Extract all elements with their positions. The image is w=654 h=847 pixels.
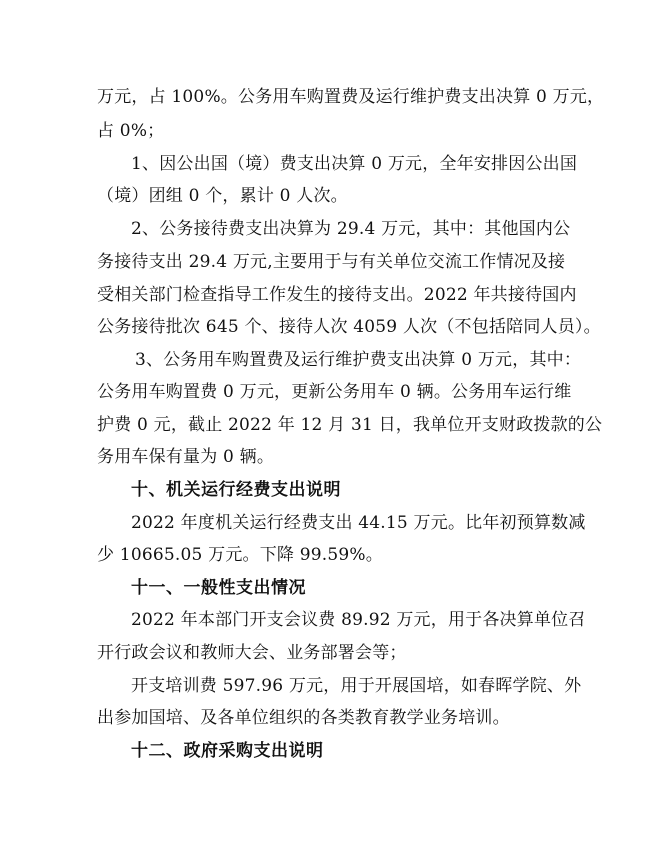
- paragraph-line: 少 10665.05 万元。下降 99.59%。: [97, 545, 383, 565]
- paragraph-line: 公务接待批次 645 个、接待人次 4059 人次（不包括陪同人员）。: [97, 317, 601, 337]
- paragraph-line: 受相关部门检查指导工作发生的接待支出。2022 年共接待国内: [97, 285, 577, 305]
- paragraph-line: 务接待支出 29.4 万元,主要用于与有关单位交流工作情况及接: [97, 252, 566, 272]
- paragraph-line: 2022 年本部门开支会议费 89.92 万元，用于各决算单位召: [131, 610, 586, 630]
- section-heading: 十一、一般性支出情况: [131, 578, 306, 598]
- paragraph-line: 开行政会议和教师大会、业务部署会等；: [97, 643, 407, 663]
- paragraph-line: 2、公务接待费支出决算为 29.4 万元，其中：其他国内公: [131, 219, 571, 239]
- paragraph-line: 2022 年度机关运行经费支出 44.15 万元。比年初预算数减: [131, 513, 586, 533]
- paragraph-line: 务用车保有量为 0 辆。: [97, 447, 275, 467]
- paragraph-line: 万元，占 100%。公务用车购置费及运行维护费支出决算 0 万元，: [97, 87, 605, 107]
- paragraph-line: 公务用车购置费 0 万元，更新公务用车 0 辆。公务用车运行维: [97, 382, 572, 402]
- paragraph-line: 出参加国培、及各单位组织的各类教育教学业务培训。: [97, 708, 510, 728]
- paragraph-line: 占 0%；: [97, 121, 165, 141]
- section-heading: 十、机关运行经费支出说明: [131, 480, 341, 500]
- section-heading: 十二、政府采购支出说明: [131, 741, 324, 761]
- paragraph-line: 开支培训费 597.96 万元，用于开展国培，如春晖学院、外: [131, 676, 582, 696]
- paragraph-line: 3、公务用车购置费及运行维护费支出决算 0 万元，其中：: [135, 350, 582, 370]
- paragraph-line: （境）团组 0 个，累计 0 人次。: [97, 186, 348, 206]
- paragraph-line: 护费 0 元，截止 2022 年 12 月 31 日，我单位开支财政拨款的公: [97, 415, 603, 435]
- paragraph-line: 1、因公出国（境）费支出决算 0 万元，全年安排因公出国: [131, 154, 578, 174]
